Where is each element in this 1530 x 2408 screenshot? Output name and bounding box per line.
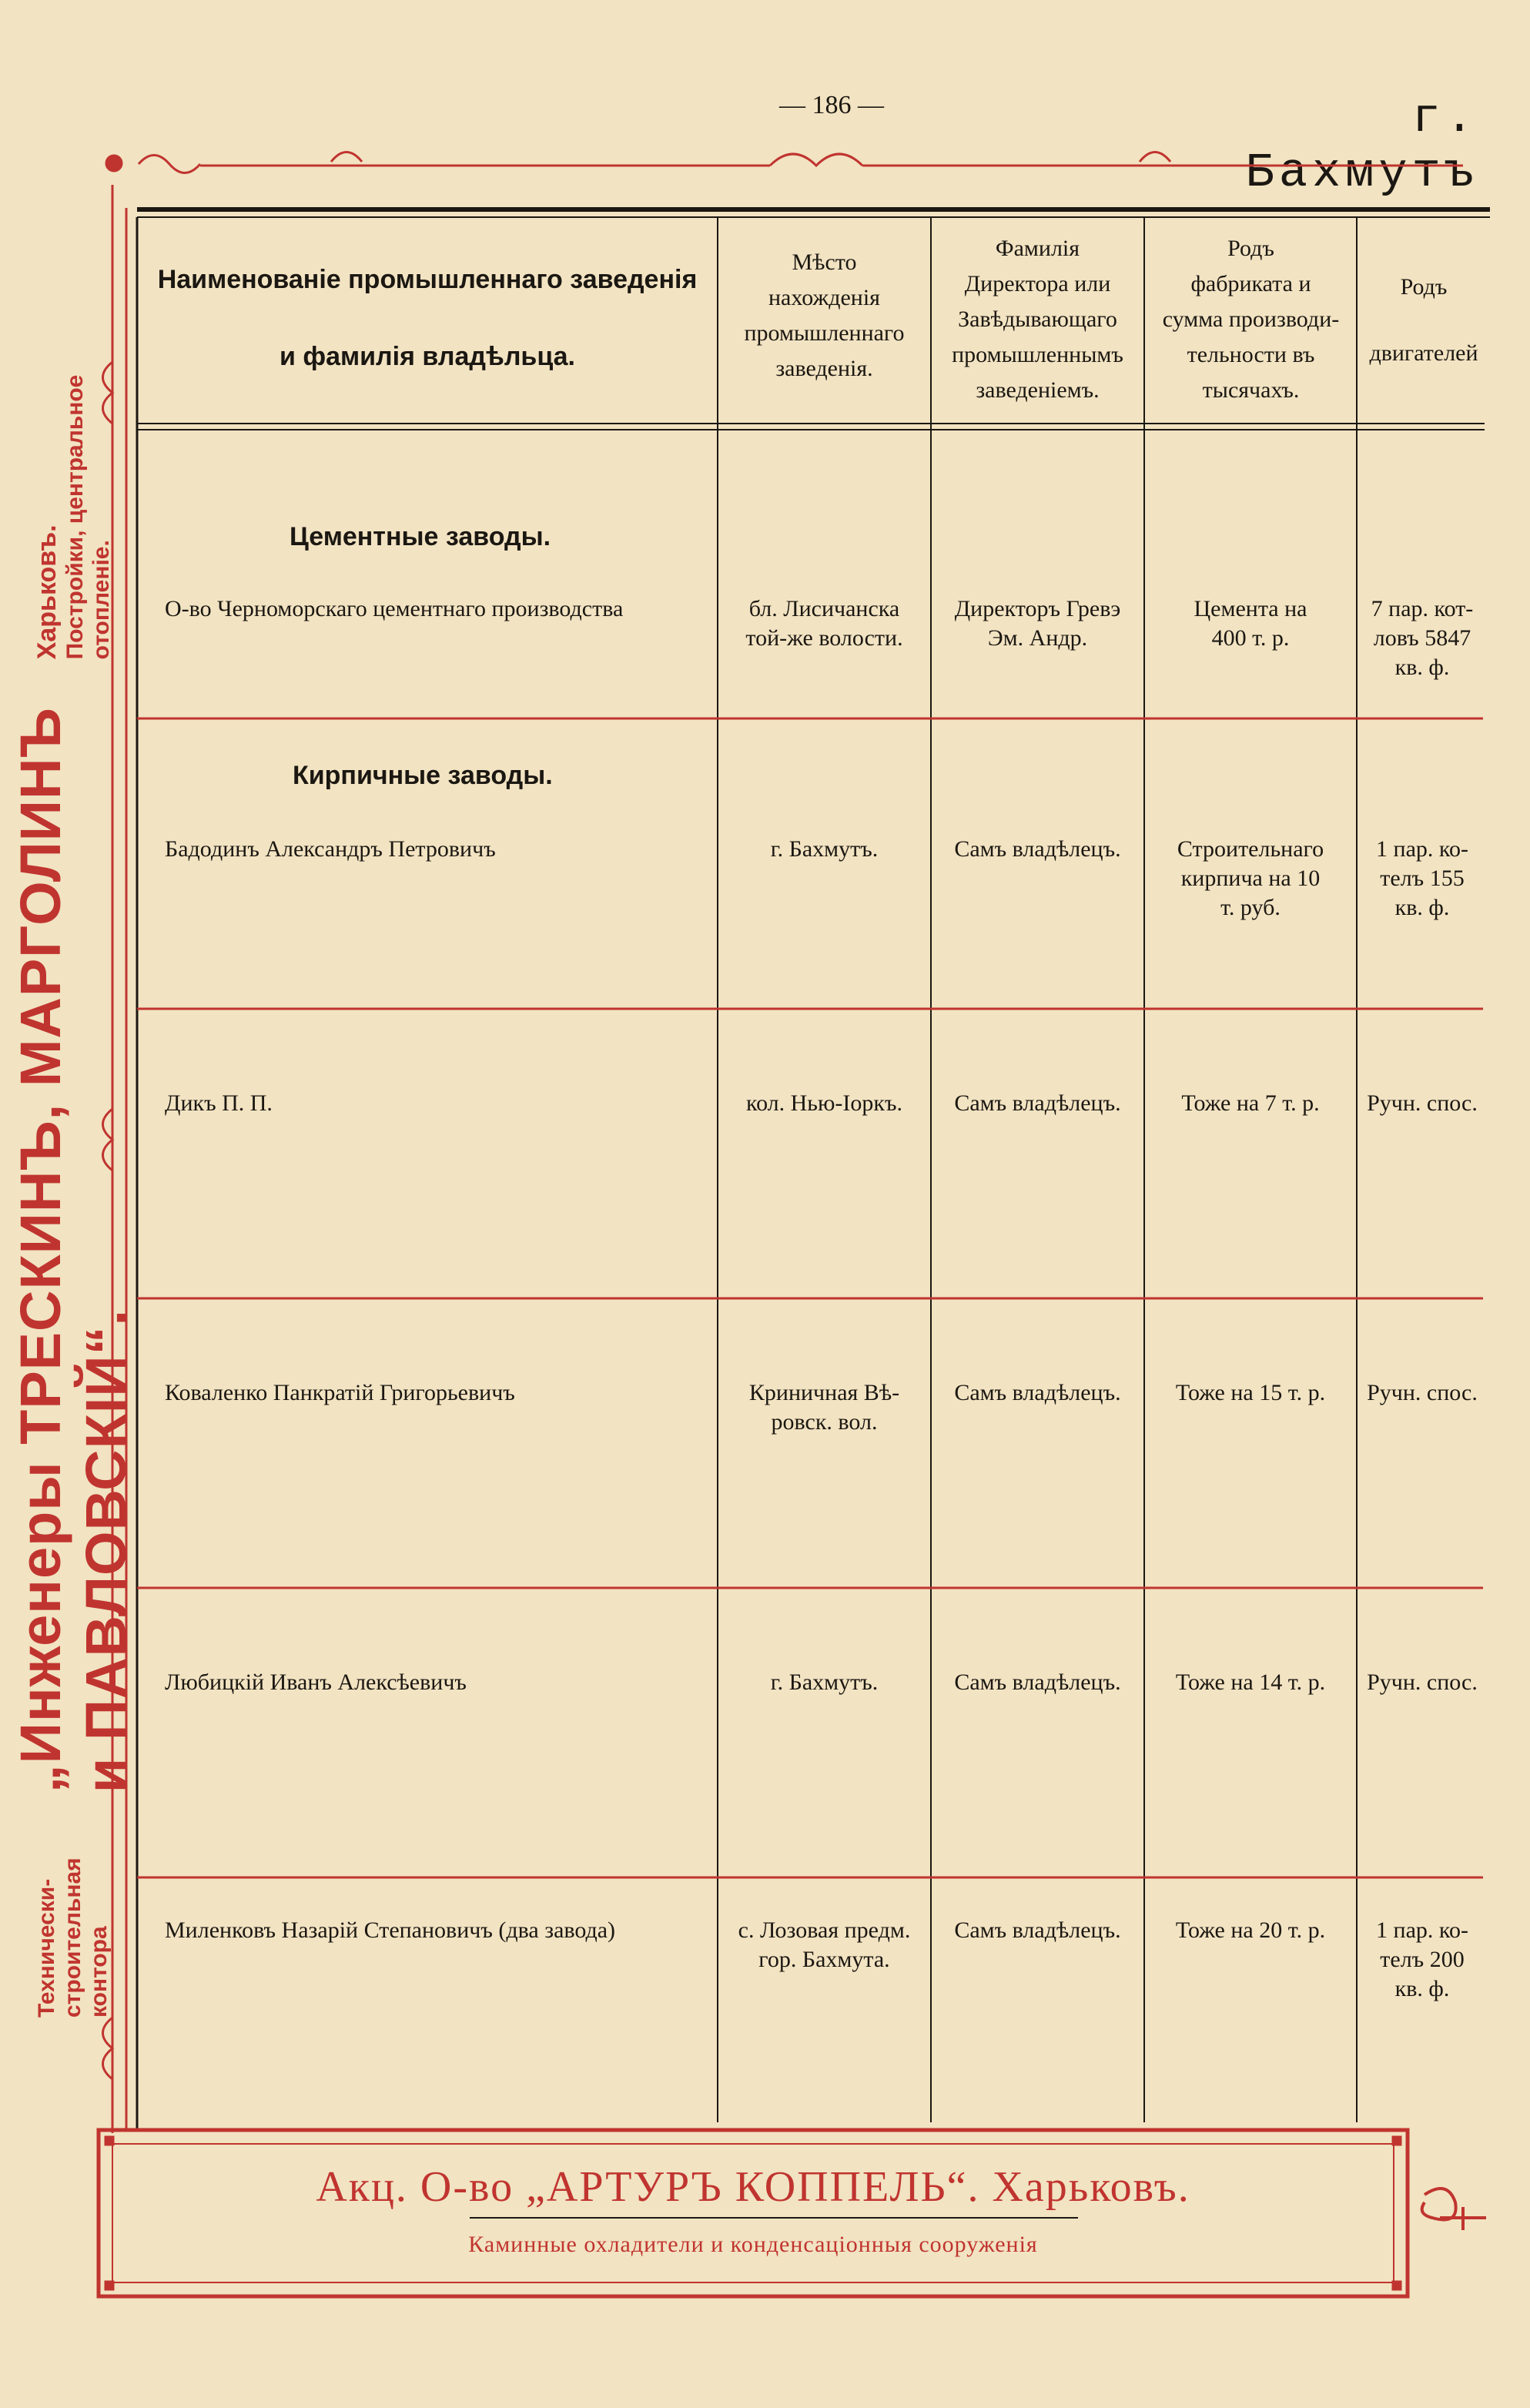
row-engine-l3: кв. ф. <box>1394 1976 1450 2001</box>
row-director <box>931 835 1144 864</box>
row-name: Миленковъ Назарій Степановичъ (два завода) <box>165 1917 616 1943</box>
col1-header-line1: Наименованіе промышленнаго заведенія <box>157 265 698 294</box>
row-product <box>1144 1668 1357 1697</box>
row-director-l1: Самъ владѣлецъ. <box>954 1090 1121 1116</box>
row-engine-l2: телъ 200 <box>1380 1947 1465 1972</box>
row-place <box>718 1668 931 1697</box>
row-place <box>718 1089 931 1118</box>
row-product-l1: Тоже на 15 т. р. <box>1175 1380 1326 1405</box>
col4-header-l5: тысячахъ. <box>1202 377 1300 403</box>
side-ad-company-name: „Инженеры ТРЕСКИНЪ, МАРГОЛИНЪ и ПАВЛОВСКІЙ“. <box>8 707 138 1793</box>
row-place-l2: гор. Бахмута. <box>758 1947 890 1972</box>
col2-header-l3: промышленнаго <box>744 320 905 346</box>
row-place-l1: г. Бахмутъ. <box>770 1670 879 1695</box>
row-engine-l1: Ручн. спос. <box>1367 1090 1478 1116</box>
row-place-l1: г. Бахмутъ. <box>770 836 879 862</box>
col1-header-line2: и фамилія владѣльца. <box>280 342 575 371</box>
side-ad-line1: Технически-строительная <box>34 1857 85 2018</box>
row-product-l3: т. руб. <box>1220 895 1281 920</box>
col5-header-l2: двигателей <box>1369 340 1478 366</box>
row-director <box>931 1668 1144 1697</box>
row-place <box>718 1378 931 1437</box>
row-engine-l1: Ручн. спос. <box>1367 1670 1478 1695</box>
row-engine <box>1357 1668 1488 1697</box>
col5-header <box>1358 270 1489 371</box>
side-ad-right <box>32 370 115 659</box>
row-product-l1: Тоже на 20 т. р. <box>1175 1917 1326 1943</box>
row-engine <box>1357 594 1488 682</box>
row-product-l2: кирпича на 10 <box>1180 866 1321 891</box>
row-place-l2: ровск. вол. <box>771 1409 878 1435</box>
col4-header-l1: Родъ <box>1227 236 1274 261</box>
side-ad-city: Харьковъ. <box>32 524 62 660</box>
page-number: — 186 — <box>779 91 884 119</box>
row-product <box>1144 1378 1357 1408</box>
top-ornament-icon <box>106 152 1463 173</box>
col4-header-l2: фабриката и <box>1190 271 1311 296</box>
row-director <box>931 1089 1144 1118</box>
col3-header-l1: Фамилія <box>995 236 1080 261</box>
col3-header-l2: Директора или <box>964 271 1111 296</box>
row-place-l1: Криничная Вѣ- <box>748 1380 900 1405</box>
col4-header <box>1146 231 1356 408</box>
col4-header-l3: сумма производи- <box>1162 306 1340 332</box>
col2-header-l2: нахожденія <box>768 285 880 310</box>
row-director-l2: Эм. Андр. <box>987 625 1088 651</box>
col2-header-l1: Мѣсто <box>792 250 857 275</box>
row-engine <box>1357 1916 1488 2004</box>
bottom-ad-sub: Каминные охладители и конденсаціонныя сооруженія <box>468 2232 1038 2257</box>
row-engine-l2: телъ 155 <box>1380 866 1465 891</box>
row-engine <box>1357 1089 1488 1118</box>
row-director-l1: Самъ владѣлецъ. <box>954 1670 1121 1695</box>
city-heading: г. Бахмутъ <box>1245 91 1478 200</box>
row-director-l1: Самъ владѣлецъ. <box>954 836 1121 862</box>
row-product <box>1144 835 1357 923</box>
row-engine-l1: 1 пар. ко- <box>1376 1917 1468 1943</box>
side-ad-services: Постройки, центральное отопленіе. <box>62 374 114 660</box>
section-title-brick: Кирпичные заводы. <box>293 761 553 790</box>
row-place <box>718 1916 931 1974</box>
row-place <box>718 594 931 653</box>
row-product-l1: Строительнаго <box>1177 836 1324 862</box>
row-product-l1: Цемента на <box>1194 596 1307 621</box>
row-engine-l3: кв. ф. <box>1394 655 1450 680</box>
row-engine-l1: 7 пар. кот- <box>1371 596 1474 621</box>
row-director <box>931 1916 1144 1945</box>
row-engine <box>1357 835 1488 923</box>
col5-header-l1: Родъ <box>1400 274 1448 300</box>
col2-header-l4: заведенія. <box>775 356 873 381</box>
row-place-l1: бл. Лисичанска <box>748 596 900 621</box>
row-director-l1: Самъ владѣлецъ. <box>954 1917 1121 1943</box>
side-ad-left <box>34 1807 112 2018</box>
row-name: Любицкій Иванъ Алексѣевичъ <box>165 1670 467 1695</box>
row-place-l1: кол. Нью-Іоркъ. <box>746 1090 902 1116</box>
bottom-ad-frame <box>99 2130 1486 2296</box>
col3-header <box>932 231 1143 408</box>
row-director-l1: Самъ владѣлецъ. <box>954 1380 1121 1405</box>
row-product-l1: Тоже на 7 т. р. <box>1181 1090 1320 1116</box>
side-advertisement <box>8 370 138 2018</box>
row-product <box>1144 1916 1357 1945</box>
row-place-l2: той-же волости. <box>745 625 903 651</box>
row-name: О-во Черноморскаго цементнаго производства <box>165 596 624 621</box>
col3-header-l5: заведеніемъ. <box>976 377 1100 403</box>
row-engine-l1: Ручн. спос. <box>1367 1380 1478 1405</box>
row-name: Коваленко Панкратій Григорьевичъ <box>165 1380 515 1405</box>
col4-header-l4: тельности въ <box>1187 342 1315 367</box>
side-ad-line2: контора <box>86 1926 112 2018</box>
section-title-cement: Цементные заводы. <box>290 522 551 551</box>
row-engine-l3: кв. ф. <box>1394 895 1450 920</box>
row-director <box>931 1378 1144 1408</box>
row-product <box>1144 594 1357 653</box>
row-product-l1: Тоже на 14 т. р. <box>1175 1670 1326 1695</box>
row-engine-l1: 1 пар. ко- <box>1376 836 1468 862</box>
bottom-ad-main: Акц. О-во „АРТУРЪ КОППЕЛЬ“. Харьковъ. <box>316 2163 1190 2211</box>
col3-header-l3: Завѣдывающаго <box>958 306 1117 332</box>
row-product-l2: 400 т. р. <box>1211 625 1290 651</box>
row-name: Бадодинъ Александръ Петровичъ <box>165 836 496 862</box>
row-place-l1: с. Лозовая предм. <box>738 1917 911 1943</box>
row-place <box>718 835 931 864</box>
row-name: Дикъ П. П. <box>165 1090 273 1116</box>
row-engine <box>1357 1378 1488 1408</box>
row-engine-l2: ловъ 5847 <box>1373 625 1471 651</box>
col2-header <box>719 245 929 387</box>
row-product <box>1144 1089 1357 1118</box>
col3-header-l4: промышленнымъ <box>952 342 1123 367</box>
row-director-l1: Директоръ Гревэ <box>954 596 1121 621</box>
row-director <box>931 594 1144 653</box>
